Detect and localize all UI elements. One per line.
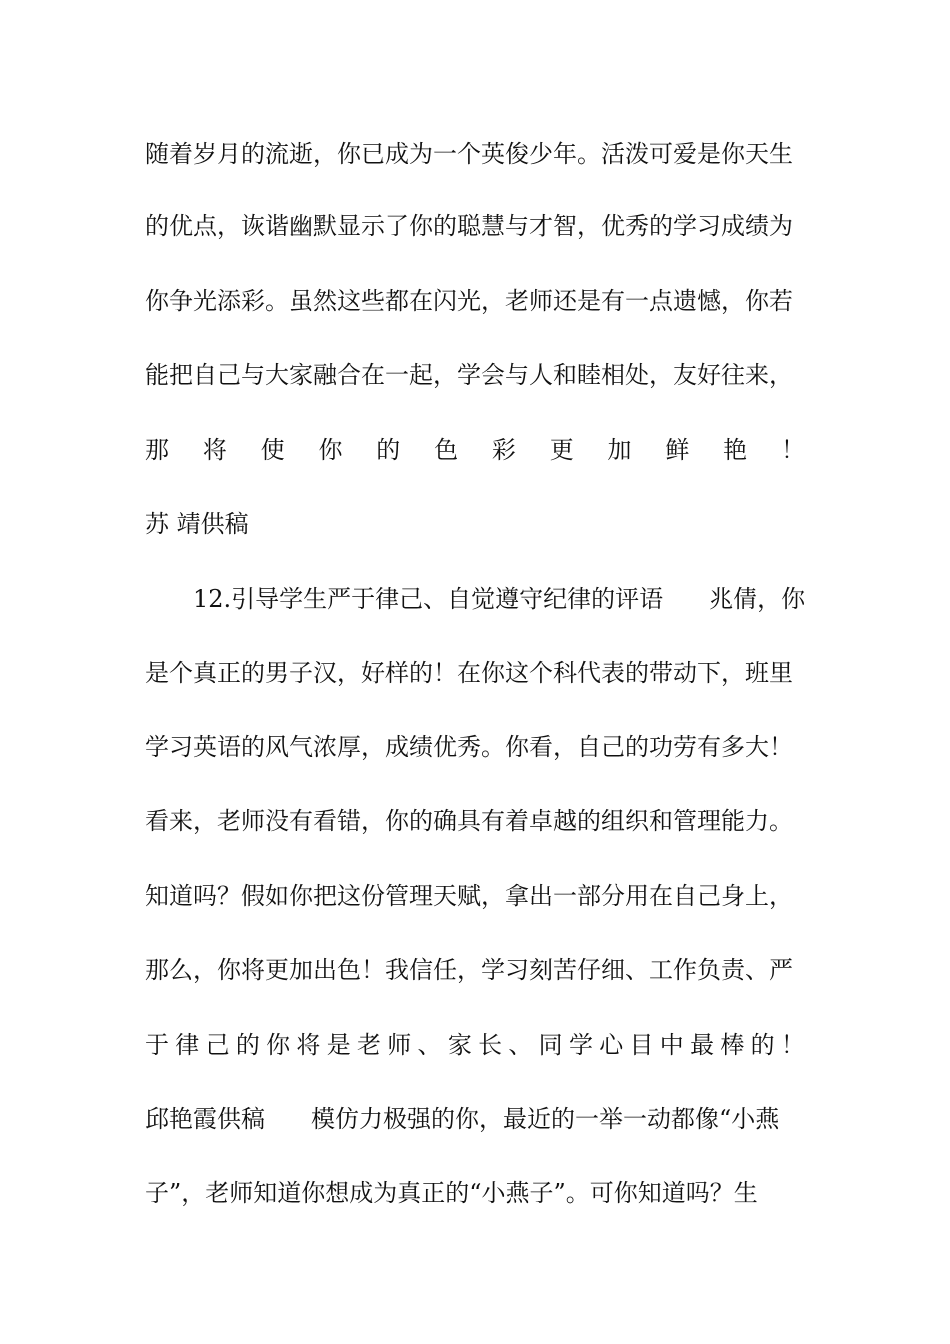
character: 律 (175, 1031, 200, 1059)
text-line: 的优点，诙谐幽默显示了你的聪慧与才智，优秀的学习成绩为 (145, 212, 793, 240)
character: 、 (417, 1031, 442, 1059)
character: 师 (387, 1031, 412, 1059)
text-fragment: 兆倩，你 (709, 585, 805, 613)
character: 老 (356, 1031, 381, 1059)
character: 长 (478, 1031, 503, 1059)
character: 、 (508, 1031, 533, 1059)
character: 艳 (723, 436, 748, 464)
text-line: 知道吗？假如你把这份管理天赋，拿出一部分用在自己身上， (145, 882, 793, 910)
contributor-credit: 邱艳霞供稿 (145, 1105, 265, 1133)
text-line: 学习英语的风气浓厚，成绩优秀。你看，自己的功劳有多大！ (145, 733, 793, 761)
character: 于 (145, 1031, 169, 1059)
character: 同 (538, 1031, 563, 1059)
character: 的 (235, 1031, 260, 1059)
character: 最 (690, 1031, 715, 1059)
text-line: 子”，老师知道你想成为真正的“小燕子”。可你知道吗？生 (145, 1179, 758, 1207)
character: ！ (780, 1031, 805, 1059)
character: 心 (599, 1031, 624, 1059)
character: 的 (750, 1031, 775, 1059)
justified-text-line (145, 430, 805, 470)
text-line: 是个真正的男子汉，好样的！在你这个科代表的带动下，班里 (145, 659, 793, 687)
character: 的 (376, 436, 401, 464)
character: 彩 (491, 436, 516, 464)
character: 你 (318, 436, 343, 464)
character: 加 (607, 436, 632, 464)
text-fragment: 模仿力极强的你，最近的一举一动都像“小燕 (311, 1105, 780, 1133)
character: 学 (568, 1031, 593, 1059)
character: 使 (260, 436, 285, 464)
section-heading-line (193, 579, 805, 619)
character: 家 (447, 1031, 472, 1059)
contributor-credit: 苏 靖供稿 (145, 510, 249, 538)
character: 棒 (720, 1031, 745, 1059)
character: 那 (145, 436, 169, 464)
character: 将 (202, 436, 227, 464)
character: 色 (434, 436, 459, 464)
text-line: 能把自己与大家融合在一起，学会与人和睦相处，友好往来， (145, 361, 793, 389)
credit-and-text-line (145, 1099, 805, 1139)
character: 中 (659, 1031, 684, 1059)
character: 将 (296, 1031, 321, 1059)
section-heading: 12.引导学生严于律己、自觉遵守纪律的评语 (193, 585, 664, 613)
text-line: 你争光添彩。虽然这些都在闪光，老师还是有一点遗憾，你若 (145, 287, 793, 315)
character: 己 (205, 1031, 230, 1059)
character: ！ (780, 436, 805, 464)
character: 你 (266, 1031, 291, 1059)
justified-text-line (145, 1025, 805, 1065)
character: 更 (549, 436, 574, 464)
character: 是 (326, 1031, 351, 1059)
character: 鲜 (665, 436, 690, 464)
text-line: 看来，老师没有看错，你的确具有着卓越的组织和管理能力。 (145, 807, 793, 835)
text-line: 随着岁月的流逝，你已成为一个英俊少年。活泼可爱是你天生 (145, 140, 793, 168)
text-line: 那么，你将更加出色！我信任，学习刻苦仔细、工作负责、严 (145, 956, 793, 984)
character: 目 (629, 1031, 654, 1059)
